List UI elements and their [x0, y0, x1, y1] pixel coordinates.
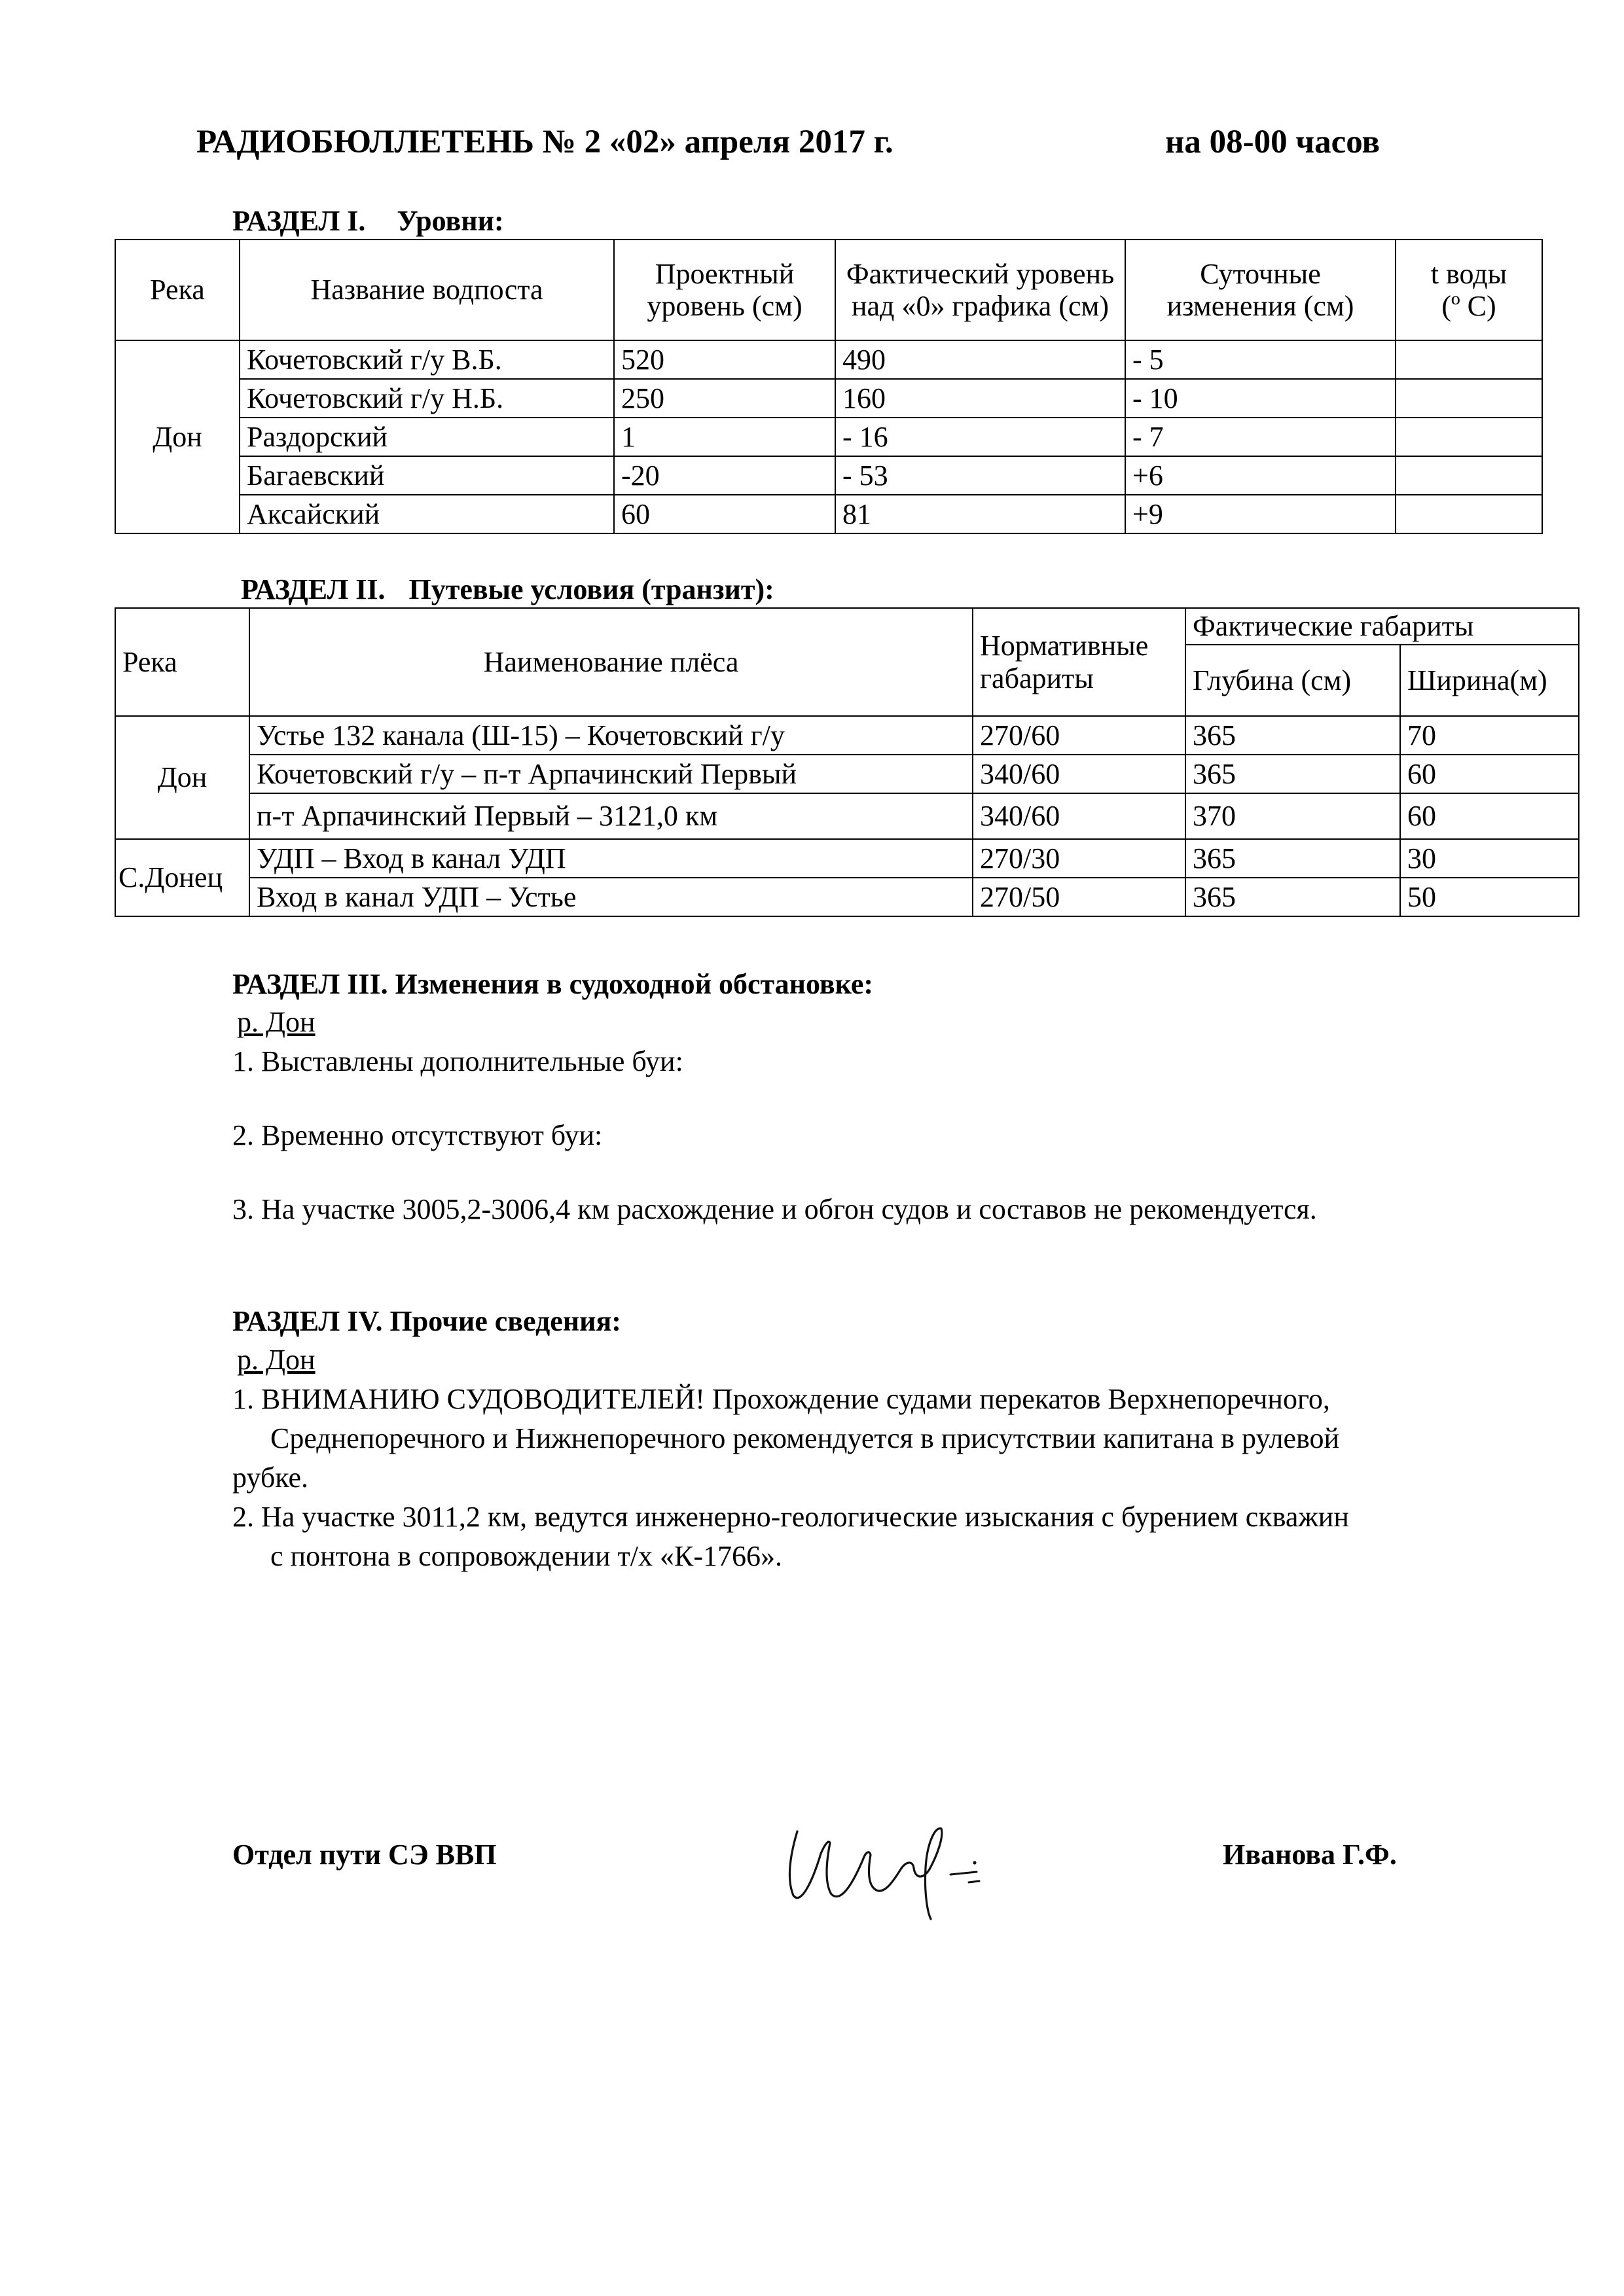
table-row — [115, 495, 1542, 533]
section3-item-1: 1. Выставлены дополнительные буи: — [232, 1045, 683, 1077]
levels-daily: - 5 — [1125, 340, 1396, 379]
section4-item-1-line-3: рубке. — [232, 1462, 309, 1494]
bulletin-title-text: РАДИОБЮЛЛЕТЕНЬ № 2 «02» апреля 2017 г. — [196, 124, 893, 160]
route-col-width: Ширина(м) — [1400, 645, 1579, 716]
signature-image — [779, 1806, 1001, 1924]
levels-col-temp-line2: (º С) — [1441, 290, 1496, 322]
levels-col-actual: Фактический уровень над «0» графика (см) — [835, 240, 1125, 340]
route-depth: 365 — [1185, 878, 1400, 916]
section3-heading: РАЗДЕЛ III. Изменения в судоходной обстановке: — [232, 968, 874, 1000]
route-reach: п-т Арпачинский Первый – 3121,0 км — [249, 793, 973, 839]
table-row — [115, 878, 1579, 916]
levels-col-temp — [1396, 240, 1542, 340]
route-normative: 270/60 — [973, 716, 1185, 755]
table-row — [115, 379, 1542, 418]
levels-temp — [1396, 418, 1542, 456]
route-col-reach: Наименование плёса — [249, 608, 973, 716]
route-river-cell: С.Донец — [115, 839, 249, 916]
route-reach: Кочетовский г/у – п-т Арпачинский Первый — [249, 755, 973, 793]
route-depth: 365 — [1185, 755, 1400, 793]
levels-col-design: Проектный уровень (см) — [614, 240, 835, 340]
levels-temp — [1396, 495, 1542, 533]
route-col-river: Река — [115, 608, 249, 716]
route-width: 50 — [1400, 878, 1579, 916]
levels-temp — [1396, 379, 1542, 418]
route-normative: 270/50 — [973, 878, 1185, 916]
section4-river-label: р. Дон — [237, 1344, 316, 1376]
levels-daily: - 10 — [1125, 379, 1396, 418]
section2-title: Путевые условия (транзит): — [408, 573, 774, 605]
route-header-row — [115, 608, 1579, 645]
levels-design: -20 — [614, 456, 835, 495]
route-river-cell: Дон — [115, 716, 249, 839]
footer-signer: Иванова Г.Ф. — [1223, 1839, 1397, 1871]
route-width: 60 — [1400, 755, 1579, 793]
route-depth: 365 — [1185, 839, 1400, 878]
section4-item-2-line-2: с понтона в сопровождении т/х «К-1766». — [270, 1540, 782, 1572]
levels-daily: +9 — [1125, 495, 1396, 533]
section1-number: РАЗДЕЛ I. — [232, 205, 366, 237]
route-col-actual: Фактические габариты — [1185, 608, 1579, 645]
section4-item-1-line-2: Среднепоречного и Нижнепоречного рекомендуется в присутствии капитана в рулевой — [270, 1422, 1340, 1454]
section4-item-1-line-1: 1. ВНИМАНИЮ СУДОВОДИТЕЛЕЙ! Прохождение судами перекатов Верхнепоречного, — [232, 1383, 1330, 1415]
route-col-depth: Глубина (см) — [1185, 645, 1400, 716]
levels-post: Раздорский — [240, 418, 614, 456]
levels-design: 1 — [614, 418, 835, 456]
levels-temp — [1396, 340, 1542, 379]
levels-daily: - 7 — [1125, 418, 1396, 456]
section3-item-2: 2. Временно отсутствуют буи: — [232, 1119, 603, 1151]
levels-actual: 160 — [835, 379, 1125, 418]
levels-table — [115, 239, 1543, 534]
levels-temp — [1396, 456, 1542, 495]
bulletin-title — [196, 123, 1440, 161]
route-depth: 365 — [1185, 716, 1400, 755]
table-row — [115, 340, 1542, 379]
levels-design: 250 — [614, 379, 835, 418]
levels-actual: - 53 — [835, 456, 1125, 495]
table-row — [115, 716, 1579, 755]
route-depth: 370 — [1185, 793, 1400, 839]
levels-col-river: Река — [115, 240, 240, 340]
bulletin-time: на 08-00 часов — [1165, 124, 1380, 160]
levels-post: Кочетовский г/у Н.Б. — [240, 379, 614, 418]
section2-heading — [241, 573, 774, 606]
levels-col-daily: Суточные изменения (см) — [1125, 240, 1396, 340]
levels-actual: 490 — [835, 340, 1125, 379]
route-normative: 270/30 — [973, 839, 1185, 878]
route-table — [115, 607, 1579, 917]
levels-design: 520 — [614, 340, 835, 379]
section3-item-3: 3. На участке 3005,2-3006,4 км расхождение и обгон судов и составов не рекомендуется. — [232, 1193, 1317, 1225]
route-reach: Устье 132 канала (Ш-15) – Кочетовский г/у — [249, 716, 973, 755]
levels-post: Аксайский — [240, 495, 614, 533]
levels-river-cell: Дон — [115, 340, 240, 533]
table-row — [115, 755, 1579, 793]
section3-river-label: р. Дон — [237, 1006, 316, 1038]
levels-actual: - 16 — [835, 418, 1125, 456]
levels-col-post: Название водпоста — [240, 240, 614, 340]
levels-post: Кочетовский г/у В.Б. — [240, 340, 614, 379]
table-row — [115, 418, 1542, 456]
levels-daily: +6 — [1125, 456, 1396, 495]
table-row — [115, 839, 1579, 878]
section1-heading — [232, 204, 504, 238]
section2-number: РАЗДЕЛ II. — [241, 573, 386, 605]
levels-col-temp-line1: t воды — [1430, 257, 1507, 290]
route-normative: 340/60 — [973, 793, 1185, 839]
levels-header-row — [115, 240, 1542, 340]
section1-title: Уровни: — [397, 205, 504, 237]
table-row — [115, 793, 1579, 839]
route-col-normative: Нормативные габариты — [973, 608, 1185, 716]
section4-heading: РАЗДЕЛ IV. Прочие сведения: — [232, 1305, 621, 1337]
levels-actual: 81 — [835, 495, 1125, 533]
route-width: 70 — [1400, 716, 1579, 755]
route-reach: Вход в канал УДП – Устье — [249, 878, 973, 916]
section4-item-2-line-1: 2. На участке 3011,2 км, ведутся инженерно-геологические изыскания с бурением скважин — [232, 1501, 1349, 1533]
route-reach: УДП – Вход в канал УДП — [249, 839, 973, 878]
footer-department: Отдел пути СЭ ВВП — [232, 1839, 497, 1871]
route-width: 30 — [1400, 839, 1579, 878]
levels-design: 60 — [614, 495, 835, 533]
levels-post: Багаевский — [240, 456, 614, 495]
route-normative: 340/60 — [973, 755, 1185, 793]
table-row — [115, 456, 1542, 495]
route-width: 60 — [1400, 793, 1579, 839]
